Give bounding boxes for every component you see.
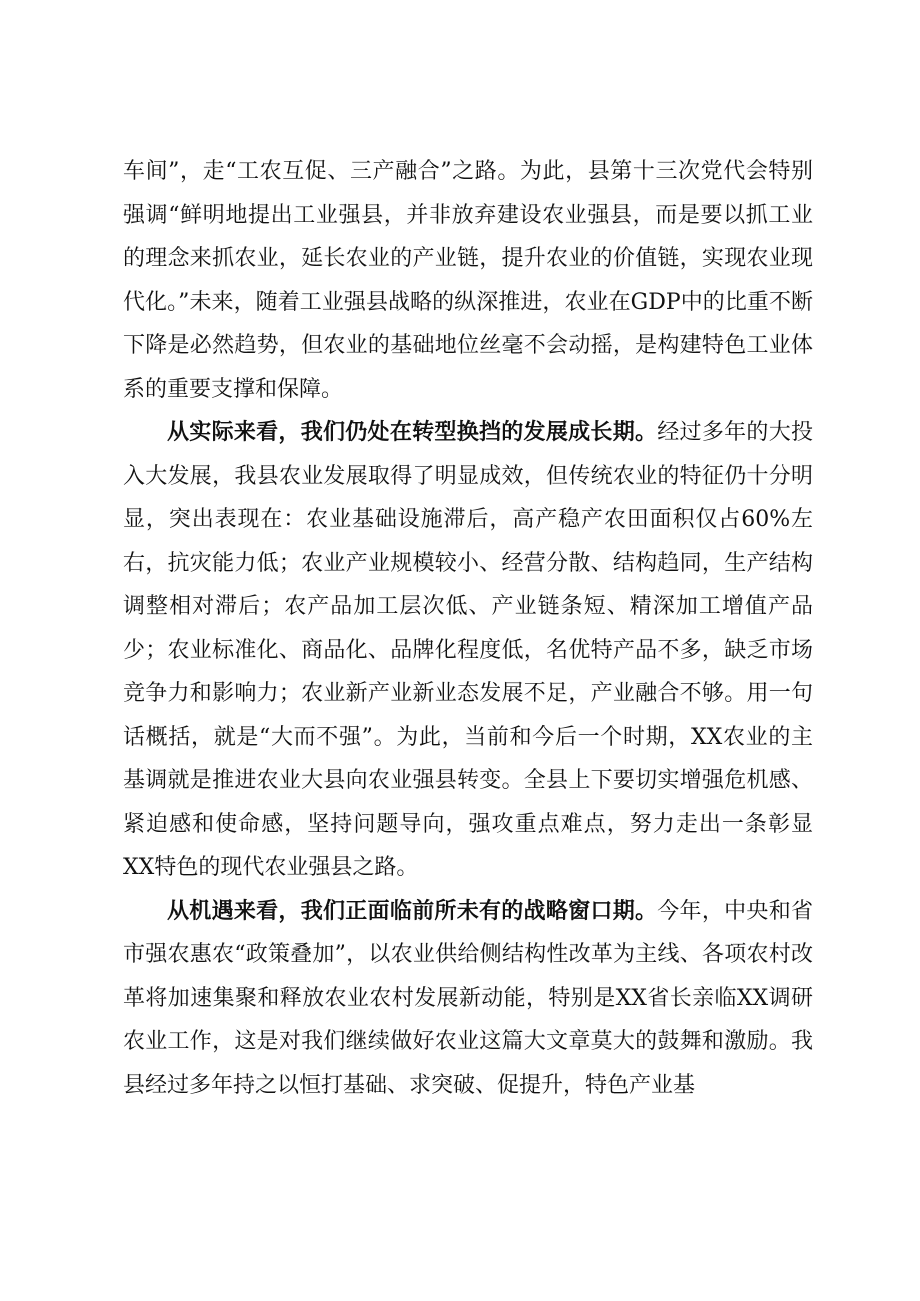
paragraph-2-lead: 从实际来看，我们仍处在转型换挡的发展成长期。	[167, 419, 658, 445]
paragraph-2-body: 经过多年的大投入大发展，我县农业发展取得了明显成效，但传统农业的特征仍十分明显，突出表现在：农业基础设施滞后，高产稳产农田面积仅占60%左右，抗灾能力低；农业产业规模较小、经营分散、结构趋同，生产结构调整相对滞后；农产品加工层次低、产业链条短、精深加工增值产品少；农业标准化、商品化、品牌化程度低，名优特产品不多，缺乏市场竞争力和影响力；农业新产业新业态发展不足，产业融合不够。用一句话概括，就是“大而不强”。为此，当前和今后一个时期，XX农业的主基调就是推进农业大县向农业强县转变。全县上下要切实增强危机感、紧迫感和使命感，坚持问题导向，强攻重点难点，努力走出一条彰显XX特色的现代农业强县之路。	[123, 420, 813, 880]
document-body	[123, 150, 813, 1107]
paragraph-1-body: 车间”，走“工农互促、三产融合”之路。为此，县第十三次党代会特别强调“鲜明地提出工业强县，并非放弃建设农业强县，而是要以抓工业的理念来抓农业，延长农业的产业链，提升农业的价值链，实现农业现代化。”未来，随着工业强县战略的纵深推进，农业在GDP中的比重不断下降是必然趋势，但农业的基础地位丝毫不会动摇，是构建特色工业体系的重要支撑和保障。	[123, 159, 813, 402]
paragraph-3-lead: 从机遇来看，我们正面临前所未有的战略窗口期。	[167, 897, 658, 924]
paragraph-opportunity	[123, 890, 813, 1108]
paragraph-practical-situation	[123, 411, 813, 890]
paragraph-continuation	[123, 150, 813, 411]
paragraph-3-body: 今年，中央和省市强农惠农“政策叠加”，以农业供给侧结构性改革为主线、各项农村改革将加速集聚和释放农业农村发展新动能，特别是XX省长亲临XX调研农业工作，这是对我们继续做好农业这篇大文章莫大的鼓舞和激励。我县经过多年持之以恒打基础、求突破、促提升，特色产业基	[123, 898, 813, 1098]
